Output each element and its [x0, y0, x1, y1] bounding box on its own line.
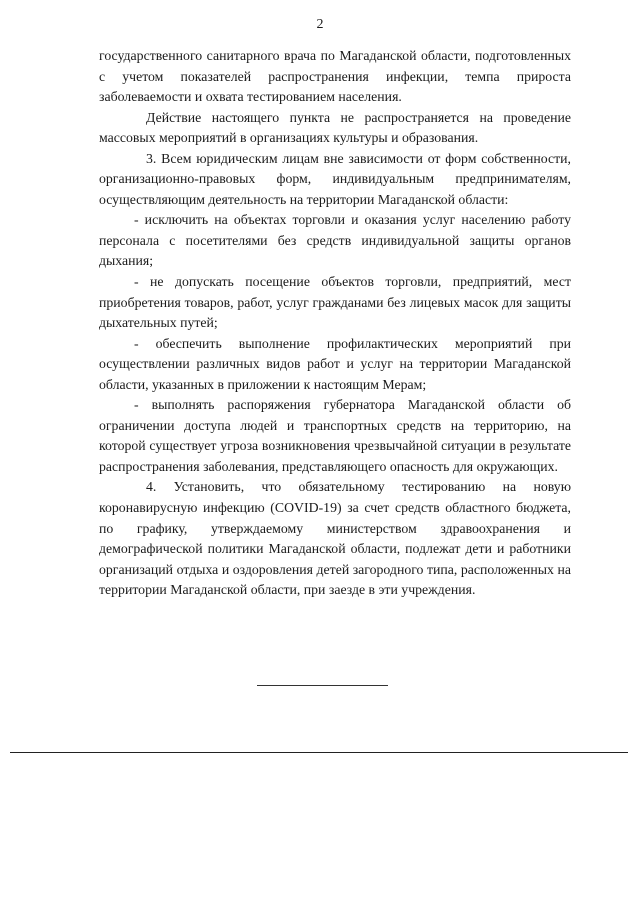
bullet-preventive-measures: - обеспечить выполнение профилактических мероприятий при осуществлении различных видов работ и услуг на территории Магаданской области, указанных в приложении к настоящим Мерам;	[99, 335, 571, 392]
bullet-exclude-staff-without-ppe: - исключить на объектах торговли и оказания услуг населению работу персонала с посетителями без средств индивидуальной защиты органов дыхания;	[99, 212, 571, 269]
bullet-governor-orders: - выполнять распоряжения губернатора Магаданской области об ограничении доступа людей и транспортных средств на территорию, на которой существует угроза возникновения чрезвычайной ситуации в результате распространения заболевания, представляющего опасность для окружающих.	[99, 397, 571, 474]
paragraph-item-4: 4. Установить, что обязательному тестированию на новую коронавирусную инфекцию (COVID-19) за счет средств областного бюджета, по графику, утверждаемому министерством здравоохранения и демографической политики Магаданской области, подлежат дети и работники организаций отдыха и оздоровления детей загородного типа, расположенных на территории Магаданской области, при заезде в эти учреждения.	[99, 479, 571, 598]
page-bottom-rule	[10, 752, 628, 753]
document-body	[99, 46, 571, 601]
paragraph-item-3: 3. Всем юридическим лицам вне зависимости от форм собственности, организационно-правовых форм, индивидуальным предпринимателям, осуществляющим деятельность на территории Магаданской области:	[99, 150, 571, 207]
bullet-no-entry-without-masks: - не допускать посещение объектов торговли, предприятий, мест приобретения товаров, работ, услуг гражданами без лицевых масок для защиты дыхательных путей;	[99, 274, 571, 331]
page-number: 2	[316, 17, 324, 32]
paragraph-exception-note: Действие настоящего пункта не распространяется на проведение массовых мероприятий в организациях культуры и образования.	[99, 109, 571, 146]
end-of-text-line	[257, 685, 388, 686]
paragraph-continuation: государственного санитарного врача по Магаданской области, подготовленных с учетом показателей распространения инфекции, темпа прироста заболеваемости и охвата тестированием населения.	[99, 48, 571, 105]
